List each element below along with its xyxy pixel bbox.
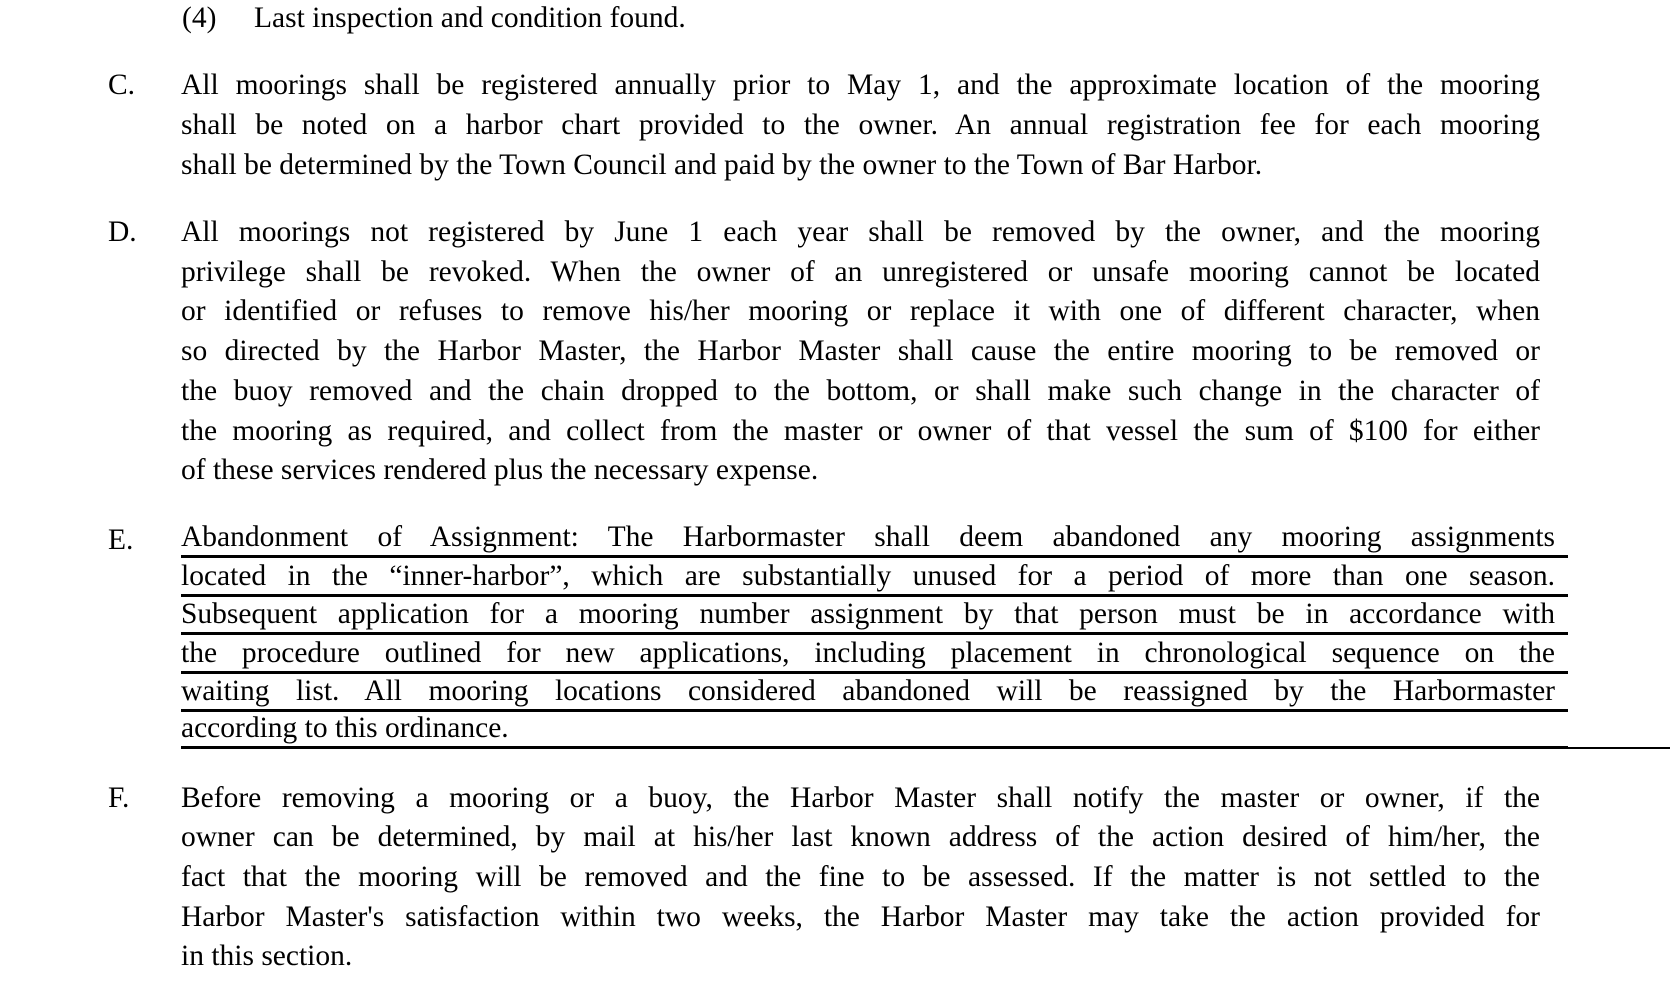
item-d-line-7: of these services rendered plus the necessary expense.: [181, 454, 819, 486]
item-e-line-4-text: the procedure outlined for new applications, including placement in chronological sequence on the: [181, 637, 1555, 669]
item-e-line-2: [181, 559, 1568, 597]
item-f-line-4: Harbor Master's satisfaction within two weeks, the Harbor Master may take the action provided for: [181, 901, 1540, 933]
item-e-line-6: [181, 711, 1568, 749]
item-d-line-4: so directed by the Harbor Master, the Harbor Master shall cause the entire mooring to be removed or: [181, 335, 1540, 367]
item-e-line-5-text: waiting list. All mooring locations considered abandoned will be reassigned by the Harbormaster: [181, 675, 1555, 707]
item-letter-d: D.: [108, 216, 137, 248]
item-e-line-6-text: according to this ordinance.: [181, 712, 509, 744]
item-e-line-3: [181, 597, 1568, 635]
item-letter-f: F.: [108, 782, 130, 814]
item-f-line-5: in this section.: [181, 940, 353, 972]
item-d-line-5: the buoy removed and the chain dropped to the bottom, or shall make such change in the character of: [181, 375, 1540, 407]
item-e-line-2-text: located in the “inner-harbor”, which are substantially unused for a period of more than one season.: [181, 560, 1555, 592]
item-letter-e: E.: [108, 524, 134, 556]
item-e-line-1: [181, 520, 1568, 558]
item-d-line-2: privilege shall be revoked. When the owner of an unregistered or unsafe mooring cannot be located: [181, 256, 1540, 288]
item-f-line-2: owner can be determined, by mail at his/her last known address of the action desired of him/her, the: [181, 821, 1540, 853]
item-d-line-3: or identified or refuses to remove his/her mooring or replace it with one of different character, when: [181, 295, 1540, 327]
item-d-line-1: All moorings not registered by June 1 each year shall be removed by the owner, and the mooring: [181, 216, 1540, 248]
item-c-line-1: All moorings shall be registered annually prior to May 1, and the approximate location of the mooring: [181, 69, 1540, 101]
item-e-line-1-text: Abandonment of Assignment: The Harbormaster shall deem abandoned any mooring assignments: [181, 521, 1555, 553]
item-letter-c: C.: [108, 69, 136, 101]
item-e-line-5: [181, 674, 1568, 712]
item-c-line-3: shall be determined by the Town Council and paid by the owner to the Town of Bar Harbor.: [181, 149, 1263, 181]
item-f-line-1: Before removing a mooring or a buoy, the Harbor Master shall notify the master or owner, if the: [181, 782, 1540, 814]
item-c-line-2: shall be noted on a harbor chart provided to the owner. An annual registration fee for each mooring: [181, 109, 1540, 141]
sub-item-number: (4): [182, 2, 217, 34]
sub-item-text: Last inspection and condition found.: [254, 2, 686, 34]
underline-rule-extension: [1540, 747, 1670, 749]
sub-item-4: [0, 0, 1670, 40]
item-d-line-6: the mooring as required, and collect from the master or owner of that vessel the sum of $100 for either: [181, 415, 1540, 447]
item-e-line-3-text: Subsequent application for a mooring number assignment by that person must be in accordance with: [181, 598, 1555, 630]
item-e-line-4: [181, 636, 1568, 674]
item-f-line-3: fact that the mooring will be removed and the fine to be assessed. If the matter is not settled to the: [181, 861, 1540, 893]
